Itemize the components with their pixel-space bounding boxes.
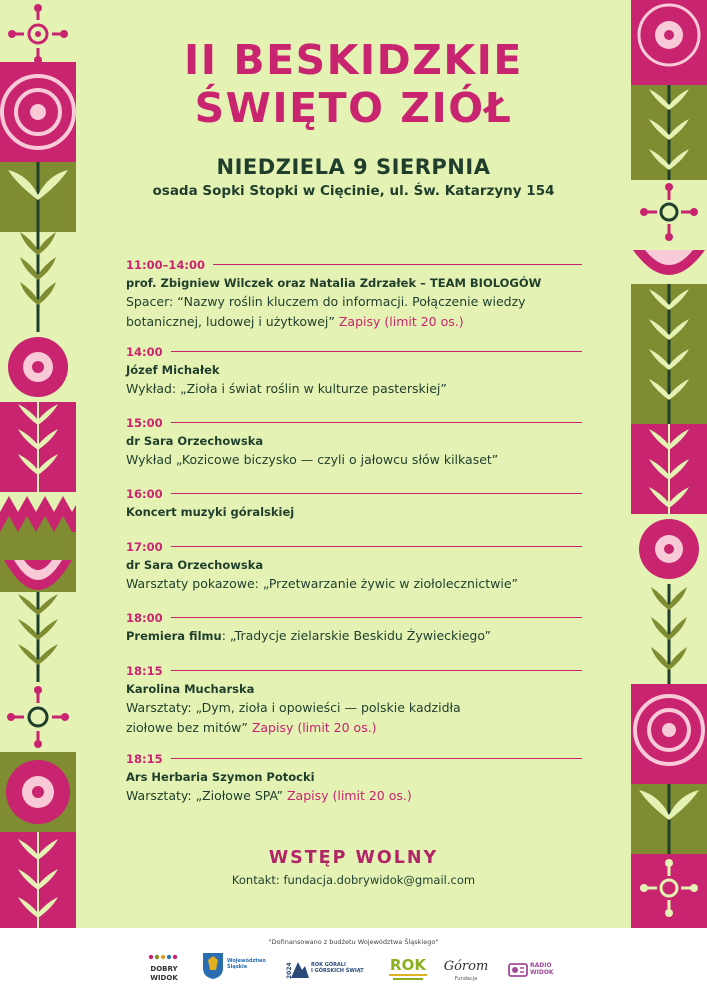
circle-flower-icon bbox=[635, 696, 703, 764]
description-line: Warsztaty: „Dym, zioła i opowieści — polskie kadzidła bbox=[126, 700, 461, 715]
event-speaker: Karolina Mucharska bbox=[126, 682, 255, 696]
signup-note: Zapisy (limit 20 os.) bbox=[338, 314, 464, 329]
sponsor-footer bbox=[0, 928, 707, 1000]
event-speaker: Ars Herbaria Szymon Potocki bbox=[126, 770, 315, 784]
description-text: Warsztaty: „Ziołowe SPA” bbox=[126, 788, 283, 803]
event-time: 15:00 bbox=[126, 416, 171, 430]
program-item bbox=[126, 540, 582, 594]
event-speaker: dr Sara Orzechowska bbox=[126, 558, 264, 572]
film-title: : „Tradycje zielarskie Beskidu Żywieckiego” bbox=[221, 628, 492, 643]
logo-fundacja-dobry-widok bbox=[145, 952, 183, 986]
svg-text:Fundacja: Fundacja bbox=[454, 976, 478, 982]
title-line-1: II BESKIDZKIE bbox=[184, 36, 523, 84]
program-item bbox=[126, 611, 582, 644]
event-time: 11:00–14:00 bbox=[126, 258, 213, 272]
tulip-icon bbox=[0, 532, 76, 592]
logo-rok-green bbox=[383, 952, 433, 986]
event-speaker: Józef Michałek bbox=[126, 363, 220, 377]
film-premiere-label: Premiera filmu bbox=[126, 629, 222, 643]
event-time: 16:00 bbox=[126, 487, 171, 501]
funding-note: "Dofinansowano z budżetu Województwa Śląskiego" bbox=[268, 938, 439, 946]
divider-line bbox=[126, 493, 582, 494]
divider-line bbox=[126, 617, 582, 618]
free-entry-label: WSTĘP WOLNY bbox=[268, 848, 439, 868]
event-description bbox=[126, 379, 582, 399]
event-description bbox=[126, 574, 582, 594]
description-line bbox=[126, 786, 582, 806]
divider-line bbox=[126, 422, 582, 423]
description-line bbox=[126, 312, 582, 332]
event-date: NIEDZIELA 9 SIERPNIA bbox=[216, 155, 491, 179]
description-line: Wykład: „Zioła i świat roślin w kulturze pasterskiej” bbox=[126, 381, 447, 396]
svg-text:2024: 2024 bbox=[286, 962, 293, 979]
radio-icon bbox=[508, 960, 528, 978]
description-line: Wykład „Kozicowe biczysko — czyli o jałowcu słów kilkaset” bbox=[126, 452, 499, 467]
dots-logo-icon bbox=[145, 952, 183, 986]
petal-flower-icon bbox=[0, 332, 76, 402]
folk-border-left bbox=[0, 0, 76, 928]
rok-logo-icon bbox=[383, 952, 433, 984]
description-text: ziołowe bez mitów” bbox=[126, 720, 248, 735]
folk-border-right bbox=[631, 0, 707, 928]
divider-line bbox=[126, 670, 582, 671]
event-speaker: dr Sara Orzechowska bbox=[126, 434, 264, 448]
svg-text:ROK: ROK bbox=[390, 956, 426, 974]
event-description bbox=[126, 292, 582, 332]
triangle-row-icon bbox=[0, 492, 76, 532]
description-text: botanicznej, ludowej i użytkowej” bbox=[126, 314, 335, 329]
program-item bbox=[126, 345, 582, 399]
logo-radio-widok: RADIO WIDOK bbox=[508, 952, 560, 986]
event-time: 18:15 bbox=[126, 752, 171, 766]
svg-text:Górom: Górom bbox=[444, 959, 488, 974]
event-time: 18:00 bbox=[126, 611, 171, 625]
flower-icon bbox=[631, 180, 707, 244]
signup-note: Zapisy (limit 20 os.) bbox=[286, 788, 412, 803]
event-time: 14:00 bbox=[126, 345, 171, 359]
flower-icon bbox=[631, 854, 707, 928]
circle-flower-icon bbox=[2, 76, 74, 148]
svg-text:DOBRY: DOBRY bbox=[150, 965, 178, 973]
program-item bbox=[126, 752, 582, 806]
event-description bbox=[126, 786, 582, 806]
event-speaker: Koncert muzyki góralskiej bbox=[126, 505, 295, 519]
flower-icon bbox=[0, 682, 76, 752]
logo-wojewodztwo-slaskie: Województwo Śląskie bbox=[202, 952, 262, 986]
event-description bbox=[126, 698, 582, 738]
program-item bbox=[126, 258, 582, 332]
divider-line bbox=[126, 351, 582, 352]
description-line bbox=[126, 718, 582, 738]
signup-note: Zapisy (limit 20 os.) bbox=[251, 720, 377, 735]
signature-logo-icon bbox=[444, 952, 488, 984]
title-line-2: ŚWIĘTO ZIÓŁ bbox=[194, 84, 513, 132]
event-time: 17:00 bbox=[126, 540, 171, 554]
event-time: 18:15 bbox=[126, 664, 171, 678]
event-venue: osada Sopki Stopki w Cięcinie, ul. Św. Katarzyny 154 bbox=[152, 183, 555, 199]
contact-email[interactable]: Kontakt: fundacja.dobrywidok@gmail.com bbox=[231, 873, 476, 887]
event-speaker bbox=[126, 628, 582, 644]
petal-flower-icon bbox=[6, 760, 70, 824]
tulip-icon bbox=[631, 244, 707, 284]
petal-flower-icon bbox=[639, 5, 699, 65]
description-line: Warsztaty pokazowe: „Przetwarzanie żywic w ziołolecznictwie” bbox=[126, 576, 518, 591]
divider-line bbox=[126, 546, 582, 547]
event-description bbox=[126, 450, 582, 470]
petal-flower-icon bbox=[631, 514, 707, 584]
logo-gorom-fundacja bbox=[444, 952, 488, 986]
mountain-logo-icon bbox=[283, 952, 309, 982]
program-item bbox=[126, 664, 582, 738]
svg-text:WIDOK: WIDOK bbox=[150, 974, 178, 982]
description-line: Spacer: “Nazwy roślin kluczem do informacji. Połączenie wiedzy bbox=[126, 294, 526, 309]
coat-of-arms-icon bbox=[202, 952, 224, 980]
event-speaker: prof. Zbigniew Wilczek oraz Natalia Zdrzałek – TEAM BIOLOGÓW bbox=[126, 276, 542, 290]
poster-title bbox=[90, 36, 617, 132]
program-item bbox=[126, 416, 582, 470]
program-item bbox=[126, 487, 582, 520]
divider-line bbox=[126, 758, 582, 759]
logo-rok-gorali: 2024 ROK GÓRALI I GÓRSKICH ŚWIĄT bbox=[283, 952, 353, 986]
